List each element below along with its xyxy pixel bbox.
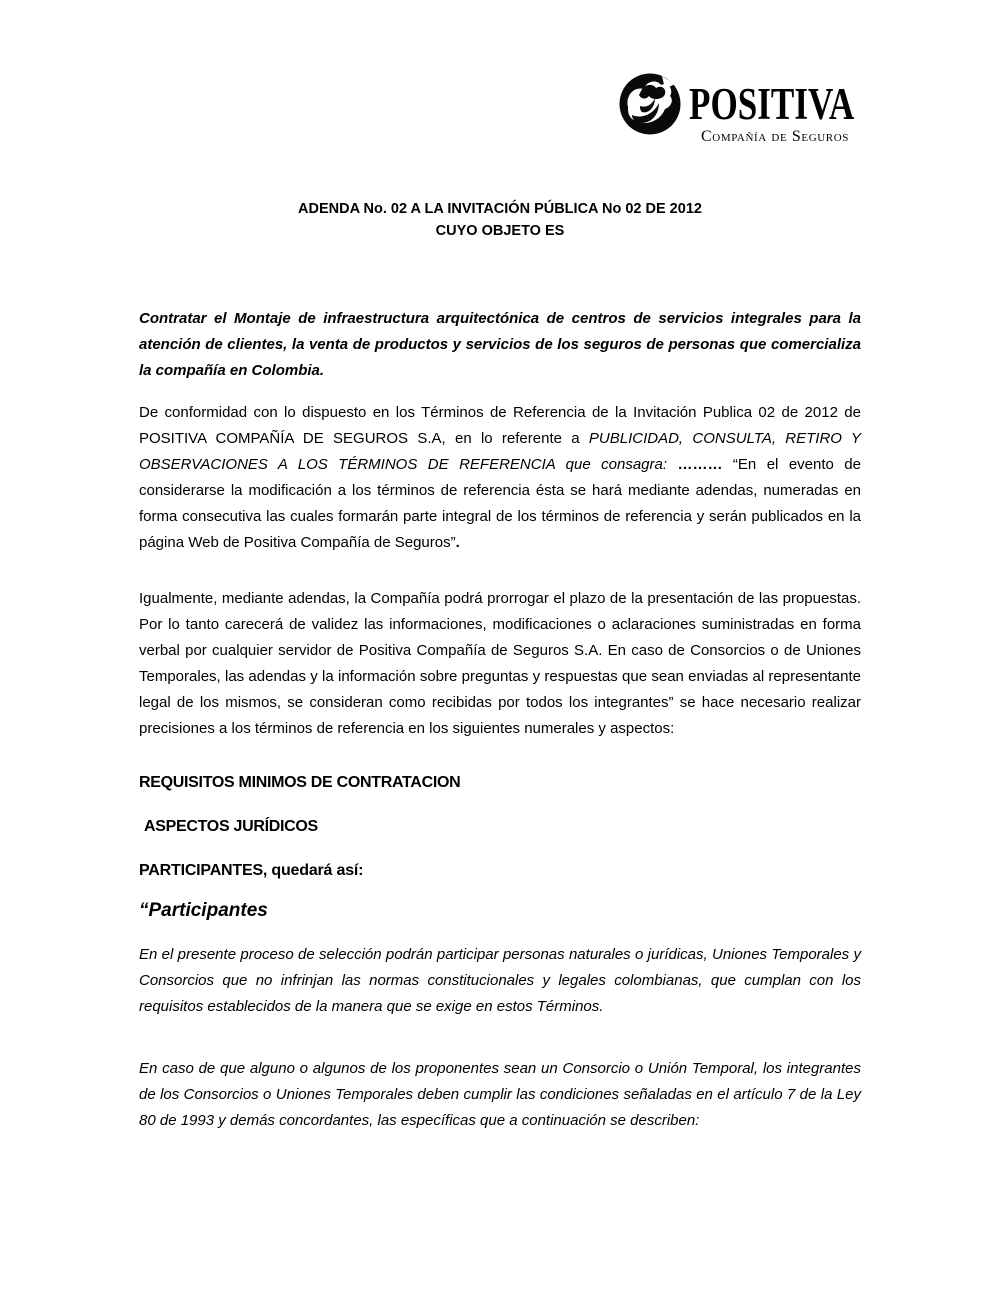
brand-name: POSITIVA bbox=[689, 79, 855, 129]
participantes-quote-heading: “Participantes bbox=[139, 900, 268, 921]
title-line-2: CUYO OBJETO ES bbox=[435, 223, 565, 239]
document-title bbox=[0, 198, 1000, 242]
igualmente-paragraph: Igualmente, mediante adendas, la Compañía podrá prorrogar el plazo de la presentación de las propuestas. Por lo tanto carecerá de validez las informaciones, modificaciones o aclaraciones suministradas en forma verbal por cualquier servidor de Positiva Compañía de Seguros S.A. En caso de Consorcios o de Uniones Temporales, las adendas y la información sobre preguntas y respuestas que sean enviadas al representante legal de los mismos, se consideran como recibidas por todos los integrantes” se hace necesario realizar precisiones a los términos de referencia en los siguientes numerales y aspectos: bbox=[139, 590, 861, 737]
brand-tagline: Compañía de Seguros bbox=[701, 128, 849, 145]
heading-participantes: PARTICIPANTES, quedará así: bbox=[139, 862, 364, 879]
conformidad-lead: De conformidad con lo dispuesto en los Términos de Referencia de la Invitación Publica 02 de 2012 de POSITIVA COMPAÑÍA DE SEGUROS S.A, en lo referente a bbox=[139, 404, 861, 447]
seleccion-paragraph: En el presente proceso de selección podrán participar personas naturales o jurídicas, Uniones Temporales y Consorcios que no infrinjan las normas constitucionales y legales colombianas, que cumplan con los requisitos establecidos de la manera que se exige en estos Términos. bbox=[139, 946, 861, 1015]
company-logo bbox=[618, 70, 861, 146]
conformidad-ellipsis: ……… bbox=[677, 456, 733, 473]
consorcio-paragraph: En caso de que alguno o algunos de los proponentes sean un Consorcio o Unión Temporal, los integrantes de los Consorcios o Uniones Temporales deben cumplir las condiciones señaladas en el artículo 7 de la Ley 80 de 1993 y demás concordantes, las específicas que a continuación se describen: bbox=[139, 1060, 861, 1129]
heading-aspectos-juridicos: ASPECTOS JURÍDICOS bbox=[144, 818, 318, 835]
positiva-emblem-icon bbox=[618, 72, 682, 136]
object-paragraph: Contratar el Montaje de infraestructura arquitectónica de centros de servicios integrales para la atención de clientes, la venta de productos y servicios de los seguros de personas que comercializa la compañía en Colombia. bbox=[139, 310, 861, 379]
heading-requisitos-minimos: REQUISITOS MINIMOS DE CONTRATACION bbox=[139, 774, 461, 791]
conformidad-paragraph bbox=[139, 400, 861, 556]
title-line-1: ADENDA No. 02 A LA INVITACIÓN PÚBLICA No 02 DE 2012 bbox=[298, 201, 702, 217]
logo-text bbox=[689, 70, 861, 146]
conformidad-closing: . bbox=[455, 534, 460, 551]
conformidad-emphasis: PUBLICIDAD, CONSULTA, RETIRO Y OBSERVACIONES A LOS TÉRMINOS DE REFERENCIA que consagra: bbox=[139, 430, 861, 473]
conformidad-quote: “En el evento de considerarse la modificación a los términos de referencia ésta se hará mediante adendas, numeradas en forma consecutiva las cuales formarán parte integral de los términos de referencia y serán publicados en la página Web de Positiva Compañía de Seguros” bbox=[139, 456, 861, 551]
